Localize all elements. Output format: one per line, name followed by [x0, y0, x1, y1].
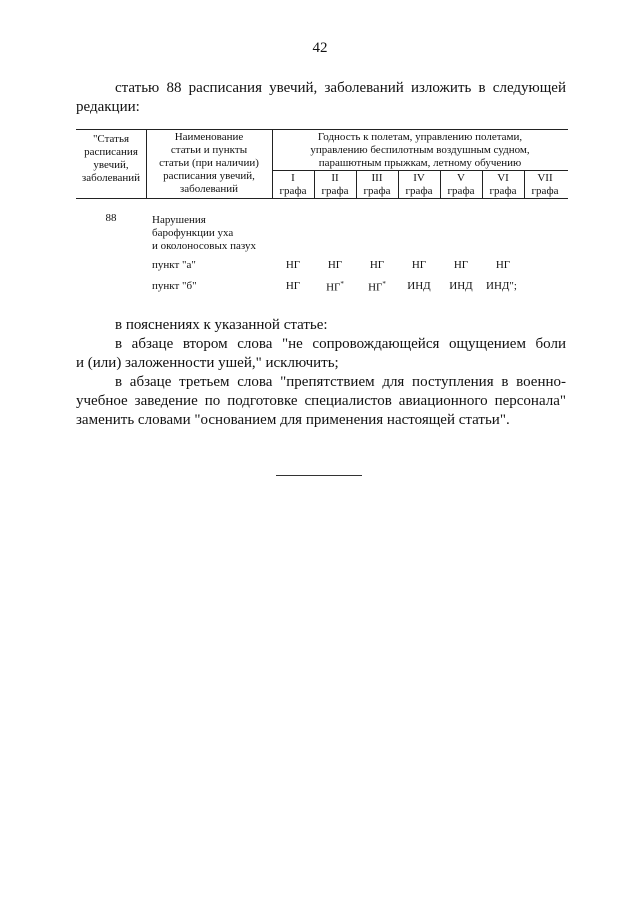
after-paragraph-3-line-3: заменить словами "основанием для применения настоящей статьи". — [76, 412, 510, 428]
header-line: заболеваний — [179, 183, 239, 195]
article-name-line: и околоносовых пазух — [152, 240, 257, 252]
article-name — [152, 214, 292, 253]
row-b-value: ИНД — [449, 280, 473, 292]
row-a-value: НГ — [285, 259, 301, 271]
row-b-value — [314, 280, 356, 294]
row-a-value: НГ — [495, 259, 511, 271]
header-line: управлению беспилотным воздушным судном, — [310, 144, 530, 156]
after-paragraph-3-line-2: учебное заведение по подготовке специалистов авиационного персонала" — [76, 393, 566, 409]
row-b-value: ИНД — [407, 280, 431, 292]
row-a-value: НГ — [453, 259, 469, 271]
grafa-iii-header — [356, 172, 398, 198]
header-line: расписания увечий, — [163, 170, 255, 182]
row-b-value-text: НГ — [326, 281, 341, 294]
grafa-word: графа — [447, 185, 475, 197]
footnote-mark: * — [340, 280, 344, 288]
table-header — [76, 129, 568, 199]
grafa-number: III — [371, 172, 383, 184]
grafa-word: графа — [405, 185, 433, 197]
header-line: заболеваний — [81, 172, 141, 184]
row-a-label: пункт "а" — [152, 259, 196, 271]
row-b-value: ИНД"; — [486, 280, 517, 292]
grafa-number: I — [291, 172, 295, 184]
grafa-word: графа — [279, 185, 307, 197]
intro-line-2: редакции: — [76, 99, 140, 115]
header-line: увечий, — [93, 159, 129, 171]
header-line: статьи (при наличии) — [159, 157, 259, 169]
grafa-vii-header — [524, 172, 566, 198]
header-line: Наименование — [174, 131, 244, 143]
row-b-value-text: НГ — [368, 281, 383, 294]
after-paragraph-1: в пояснениях к указанной статье: — [115, 317, 328, 333]
grafa-number: VII — [537, 172, 553, 184]
grafa-number: V — [457, 172, 465, 184]
grafa-vi-header — [482, 172, 524, 198]
row-a-value: НГ — [327, 259, 343, 271]
header-line: "Статья — [92, 133, 130, 145]
article-name-line: барофункции уха — [152, 227, 234, 239]
grafa-v-header — [440, 172, 482, 198]
grafa-word: графа — [321, 185, 349, 197]
column-article-header — [76, 133, 146, 185]
fitness-group-header — [272, 131, 568, 170]
closing-rule — [276, 475, 362, 476]
grafa-number: IV — [413, 172, 425, 184]
header-line: парашютным прыжкам, летному обучению — [318, 157, 522, 169]
header-line: статьи и пункты — [170, 144, 248, 156]
after-paragraph-2-line-2: и (или) заложенности ушей," исключить; — [76, 355, 339, 371]
row-a-value: НГ — [369, 259, 385, 271]
grafa-word: графа — [531, 185, 559, 197]
grafa-word: графа — [489, 185, 517, 197]
footnote-mark: * — [382, 280, 386, 288]
grafa-iv-header — [398, 172, 440, 198]
grafa-number: VI — [497, 172, 509, 184]
grafa-ii-header — [314, 172, 356, 198]
grafa-word: графа — [363, 185, 391, 197]
page-number: 42 — [312, 40, 328, 56]
intro-line-1: статью 88 расписания увечий, заболеваний изложить в следующей — [115, 80, 566, 96]
after-paragraph-3-line-1: в абзаце третьем слова "препятствием для поступления в военно- — [115, 374, 566, 390]
row-b-value: НГ — [285, 280, 301, 292]
grafa-number: II — [331, 172, 339, 184]
article-name-line: Нарушения — [152, 214, 206, 226]
after-paragraph-2-line-1: в абзаце втором слова "не сопровождающейся ощущением боли — [115, 336, 566, 352]
row-a-value: НГ — [411, 259, 427, 271]
grafa-i-header — [272, 172, 314, 198]
header-line: Годность к полетам, управлению полетами, — [317, 131, 523, 143]
row-b-label: пункт "б" — [152, 280, 197, 292]
column-name-header — [146, 131, 272, 196]
article-number: 88 — [105, 212, 117, 224]
header-line: расписания — [84, 146, 138, 158]
row-b-value — [356, 280, 398, 294]
